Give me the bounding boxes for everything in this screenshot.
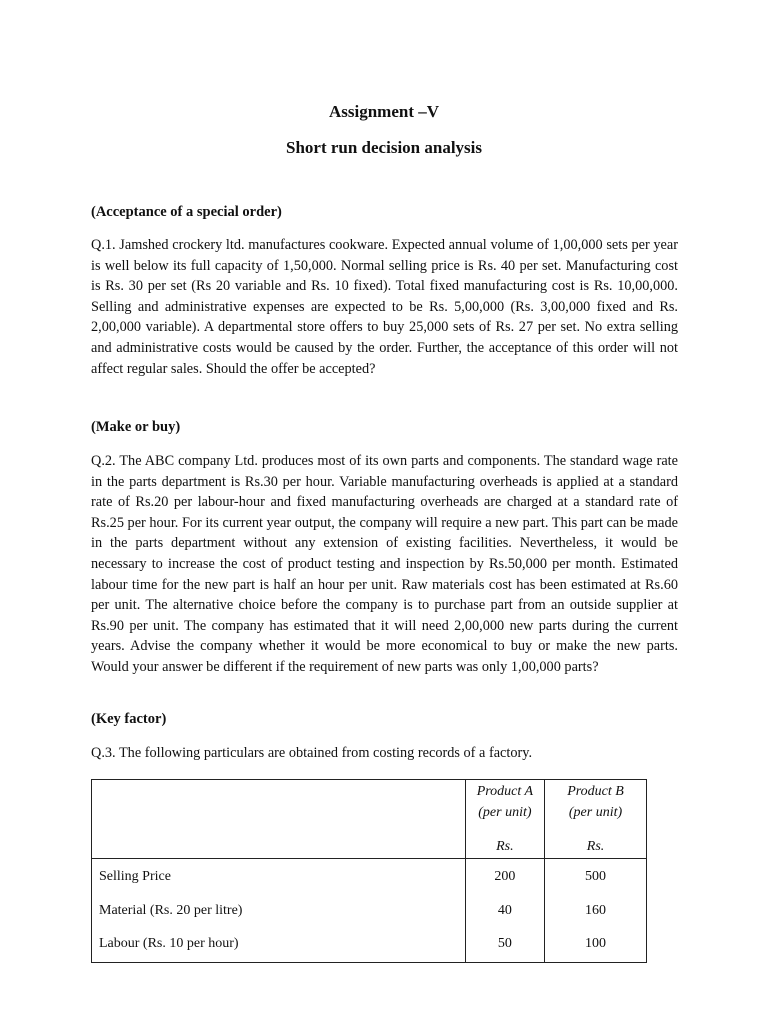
question-2-text: Q.2. The ABC company Ltd. produces most of its own parts and components. The standard wage rate in the parts department is Rs.30 per hour. Variable manufacturing overheads is applied at a standard rate of Rs.20 per labour-hour and fixed manufacturing overheads are charged at a standard rate of Rs.25 per hour. For its current year output, the company will require a new part. This part can be made in the parts department without any extension of existing facilities. Nevertheless, it would be necessary to increase the cost of product testing and inspection by Rs.50,000 per month. Estimated labour time for the new part is half an hour per unit. Raw materials cost has been estimated at Rs.60 per unit. The alternative choice before the company is to purchase part from an outside supplier at Rs.90 per unit. The company has estimated that it will need 2,00,000 new parts during the current years. Advise the company whether it would be more economical to buy or make the new parts. Would your answer be different if the requirement of new parts was only 1,00,000 parts? (91, 453, 678, 675)
table-header-blank (92, 780, 466, 859)
assignment-title: Assignment –V (328, 102, 440, 121)
row-labels-cell (92, 859, 466, 963)
product-b-currency: Rs. (586, 839, 605, 854)
product-b-values-cell (545, 859, 647, 963)
section-heading-special-order: (Acceptance of a special order) (91, 204, 282, 220)
product-a-header (465, 780, 544, 859)
product-a-unit: (per unit) (478, 805, 532, 820)
product-a-name: Product A (476, 784, 534, 799)
product-b-labour: 100 (585, 936, 607, 951)
table-body-row (92, 859, 647, 963)
product-a-currency: Rs. (496, 839, 514, 854)
product-a-labour: 50 (497, 936, 512, 951)
assignment-subtitle: Short run decision analysis (285, 138, 482, 157)
question-3-text: Q.3. The following particulars are obtained from costing records of a factory. (91, 745, 533, 761)
row-label-selling-price: Selling Price (99, 869, 171, 884)
product-a-material: 40 (497, 902, 512, 918)
section-heading-key-factor: (Key factor) (91, 711, 167, 727)
table-header-row (92, 780, 647, 859)
section-heading-make-or-buy: (Make or buy) (91, 419, 181, 435)
product-b-selling-price: 500 (585, 869, 607, 884)
product-a-values-cell (465, 859, 544, 963)
product-b-material: 160 (585, 902, 607, 918)
question-1-text: Q.1. Jamshed crockery ltd. manufactures cookware. Expected annual volume of 1,00,000 sets per year is well below its full capacity of 1,50,000. Normal selling price is Rs. 40 per set. Manufacturing cost is Rs. 30 per set (Rs 20 variable and Rs. 10 fixed). Total fixed manufacturing cost is Rs. 10,00,000. Selling and administrative expenses are expected to be Rs. 5,00,000 (Rs. 3,00,000 fixed and Rs. 2,00,000 variable). A departmental store offers to buy 25,000 sets of Rs. 27 per set. No extra selling and administrative costs would be caused by the order. Further, the acceptance of this order will not affect regular sales. Should the offer be accepted? (91, 237, 678, 377)
product-b-name: Product B (567, 784, 624, 799)
row-label-material: Material (Rs. 20 per litre) (99, 902, 243, 918)
product-a-selling-price: 200 (494, 869, 516, 884)
row-label-labour: Labour (Rs. 10 per hour) (99, 936, 239, 951)
cost-table (91, 779, 647, 963)
product-b-header (545, 780, 647, 859)
product-b-unit: (per unit) (568, 805, 623, 820)
